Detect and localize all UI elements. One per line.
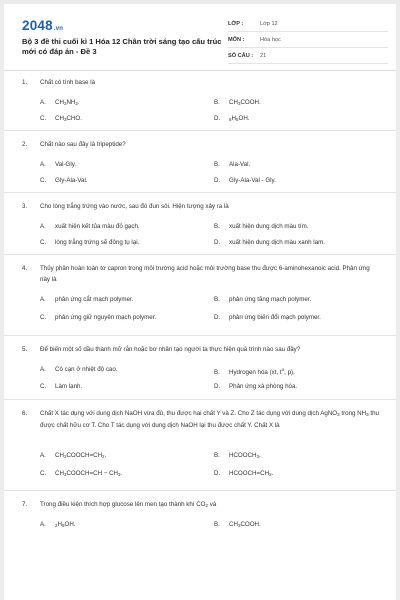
answer-option-b[interactable]	[214, 98, 261, 109]
answer-option-a[interactable]	[40, 365, 118, 375]
option-letter: A.	[40, 296, 46, 303]
question-number: 3.	[22, 203, 28, 210]
option-text: $_6H_5OH$.	[229, 115, 250, 122]
answer-option-c[interactable]	[40, 313, 156, 323]
option-letter: D.	[214, 115, 221, 122]
option-letter: C.	[40, 115, 47, 122]
option-text: phản ứng biến đổi mạch polymer.	[229, 314, 321, 321]
option-text: xuất hiện dung dịch màu xanh lam.	[229, 239, 325, 246]
meta-subject-label: MÔN :	[228, 36, 245, 43]
meta-class-value: Lớp 12	[260, 20, 278, 27]
meta-subject-row	[228, 32, 388, 48]
question-divider	[4, 399, 396, 400]
question-number: 7.	[22, 501, 28, 508]
option-text: Phản ứng xà phòng hóa.	[229, 383, 298, 390]
question-7	[4, 500, 396, 528]
option-letter: B.	[214, 161, 220, 168]
option-text: $CH_3CHO$.	[55, 115, 82, 122]
option-letter: C.	[40, 470, 47, 477]
option-letter: A.	[40, 452, 46, 459]
option-text: Gly-Ala-Val.	[55, 177, 88, 184]
answer-option-c[interactable]	[40, 176, 88, 186]
question-number: 4.	[22, 265, 28, 272]
option-letter: A.	[40, 366, 46, 373]
answer-option-d[interactable]	[214, 176, 276, 186]
answer-option-a[interactable]	[40, 451, 106, 462]
document-meta	[228, 16, 388, 64]
option-letter: D.	[214, 314, 221, 321]
header-divider	[4, 70, 396, 71]
option-letter: D.	[214, 239, 221, 246]
option-letter: C.	[40, 314, 47, 321]
question-number: 5.	[22, 346, 28, 353]
answer-option-b[interactable]	[214, 365, 295, 378]
option-letter: B.	[214, 223, 220, 230]
option-text: lòng trắng trứng sẽ đông tụ lại.	[55, 239, 140, 246]
question-3	[4, 202, 396, 246]
question-text: Chất có tính base là	[40, 79, 96, 86]
meta-class-label: LỚP :	[228, 20, 244, 27]
document-page	[4, 4, 396, 600]
meta-subject-value: Hóa học	[260, 36, 281, 43]
answer-option-c[interactable]	[40, 238, 139, 248]
answer-option-d[interactable]	[214, 313, 321, 323]
question-text: Chất X tác dụng với dung dịch NaOH vừa đủ, thu được hai chất Y và Z. Cho Z tác dụng với dung dịch AgNO$_3$ trong $NH_3$ thu được chất hữu cơ T. Cho T tác dụng với dung dịch NaOH lại thu được chất Y. Chất X là	[40, 410, 379, 429]
option-text: phản ứng giữ nguyên mạch polymer.	[55, 314, 157, 321]
option-letter: A.	[40, 521, 46, 528]
option-text: Gly-Ala-Val - Gly.	[229, 177, 276, 184]
option-text: $CH_3COOH$.	[229, 521, 261, 528]
meta-count-value: 21	[260, 52, 267, 59]
answer-option-b[interactable]	[214, 222, 308, 232]
option-letter: B.	[214, 369, 220, 376]
answer-option-a[interactable]	[40, 98, 80, 109]
answer-option-b[interactable]	[214, 451, 261, 462]
question-text: Để biến một số dầu thành mỡ rắn hoặc bơ nhân tạo người ta thực hiện quá trình nào sau đây?	[40, 346, 301, 353]
answer-option-b[interactable]	[214, 520, 261, 531]
answer-option-a[interactable]	[40, 520, 76, 531]
question-1	[4, 78, 396, 122]
meta-count-row	[228, 48, 388, 64]
site-logo[interactable]	[22, 18, 63, 33]
question-number: 1.	[22, 79, 28, 86]
option-text: phản ứng tăng mạch polymer.	[229, 296, 312, 303]
option-text: Hydrogen hóa (xt, $t^o$, p).	[229, 367, 295, 376]
option-letter: C.	[40, 383, 47, 390]
question-text: Cho lòng trắng trứng vào nước, sau đó đun sôi. Hiện tượng xảy ra là	[40, 203, 229, 210]
option-text: $CH_3COOCH=CH - CH_3$.	[55, 470, 123, 477]
option-text: $_2H_5OH$.	[55, 521, 76, 528]
question-divider	[4, 130, 396, 131]
meta-count-label: SỐ CÂU :	[228, 52, 254, 59]
document-title: Bộ 3 đề thi cuối kì 1 Hóa 12 Chân trời sáng tạo cấu trúc mới có đáp án - Đề 3	[22, 37, 222, 56]
answer-option-d[interactable]	[214, 382, 297, 392]
option-letter: D.	[214, 470, 221, 477]
question-divider	[4, 335, 396, 336]
question-6	[4, 409, 396, 477]
option-letter: B.	[214, 296, 220, 303]
answer-option-c[interactable]	[40, 382, 82, 392]
option-text: $HCOOCH=CH_2$.	[229, 470, 274, 477]
question-5	[4, 345, 396, 390]
option-letter: B.	[214, 452, 220, 459]
logo-tld: .vn	[53, 26, 64, 32]
option-text: phản ứng cắt mạch polymer.	[55, 296, 134, 303]
question-text: Thủy phân hoàn toàn tơ capron trong môi trường acid hoặc môi trường base thu được 6-aminohexanoic acid. Phản ứng này là	[40, 265, 370, 283]
option-text: $CH_3COOH$.	[229, 99, 261, 106]
question-text: Chất nào sau đây là tripeptide?	[40, 141, 126, 148]
meta-class-row	[228, 16, 388, 32]
option-text: xuất hiện kết tủa màu đỏ gạch.	[55, 223, 140, 230]
option-letter: D.	[214, 177, 221, 184]
answer-option-c[interactable]	[40, 469, 122, 480]
question-4	[4, 264, 396, 321]
question-divider	[4, 192, 396, 193]
answer-option-b[interactable]	[214, 160, 250, 170]
option-letter: C.	[40, 239, 47, 246]
option-letter: D.	[214, 383, 221, 390]
option-text: xuất hiện dung dịch màu tím.	[229, 223, 309, 230]
answer-option-c[interactable]	[40, 114, 82, 125]
answer-option-a[interactable]	[40, 160, 76, 170]
document-header	[4, 4, 396, 70]
question-divider	[4, 490, 396, 491]
question-number: 6.	[22, 410, 28, 417]
question-divider	[4, 254, 396, 255]
answer-option-a[interactable]	[40, 295, 133, 305]
option-text: $CH_3NH_2$.	[55, 99, 80, 106]
answer-option-d[interactable]	[214, 469, 273, 480]
answer-option-b[interactable]	[214, 295, 311, 305]
question-2	[4, 140, 396, 184]
option-letter: A.	[40, 99, 46, 106]
option-letter: A.	[40, 223, 46, 230]
answer-option-d[interactable]	[214, 238, 325, 248]
option-letter: B.	[214, 521, 220, 528]
logo-text: 2048	[22, 18, 53, 33]
option-text: $CH_3COOCH=CH_2$.	[55, 452, 107, 459]
option-text: Cô cạn ở nhiệt độ cao.	[55, 366, 118, 373]
question-text: Trong điều kiện thích hợp glucose lên men tạo thành khí $CO_2$ và	[40, 501, 217, 508]
option-letter: A.	[40, 161, 46, 168]
option-text: Val-Gly.	[55, 161, 77, 168]
answer-option-a[interactable]	[40, 222, 140, 232]
question-number: 2.	[22, 141, 28, 148]
answer-option-d[interactable]	[214, 114, 250, 125]
option-letter: C.	[40, 177, 47, 184]
option-text: Làm lạnh.	[55, 383, 83, 390]
option-text: $HCOOCH_3$.	[229, 452, 261, 459]
option-letter: B.	[214, 99, 220, 106]
option-text: Ala-Val.	[229, 161, 251, 168]
